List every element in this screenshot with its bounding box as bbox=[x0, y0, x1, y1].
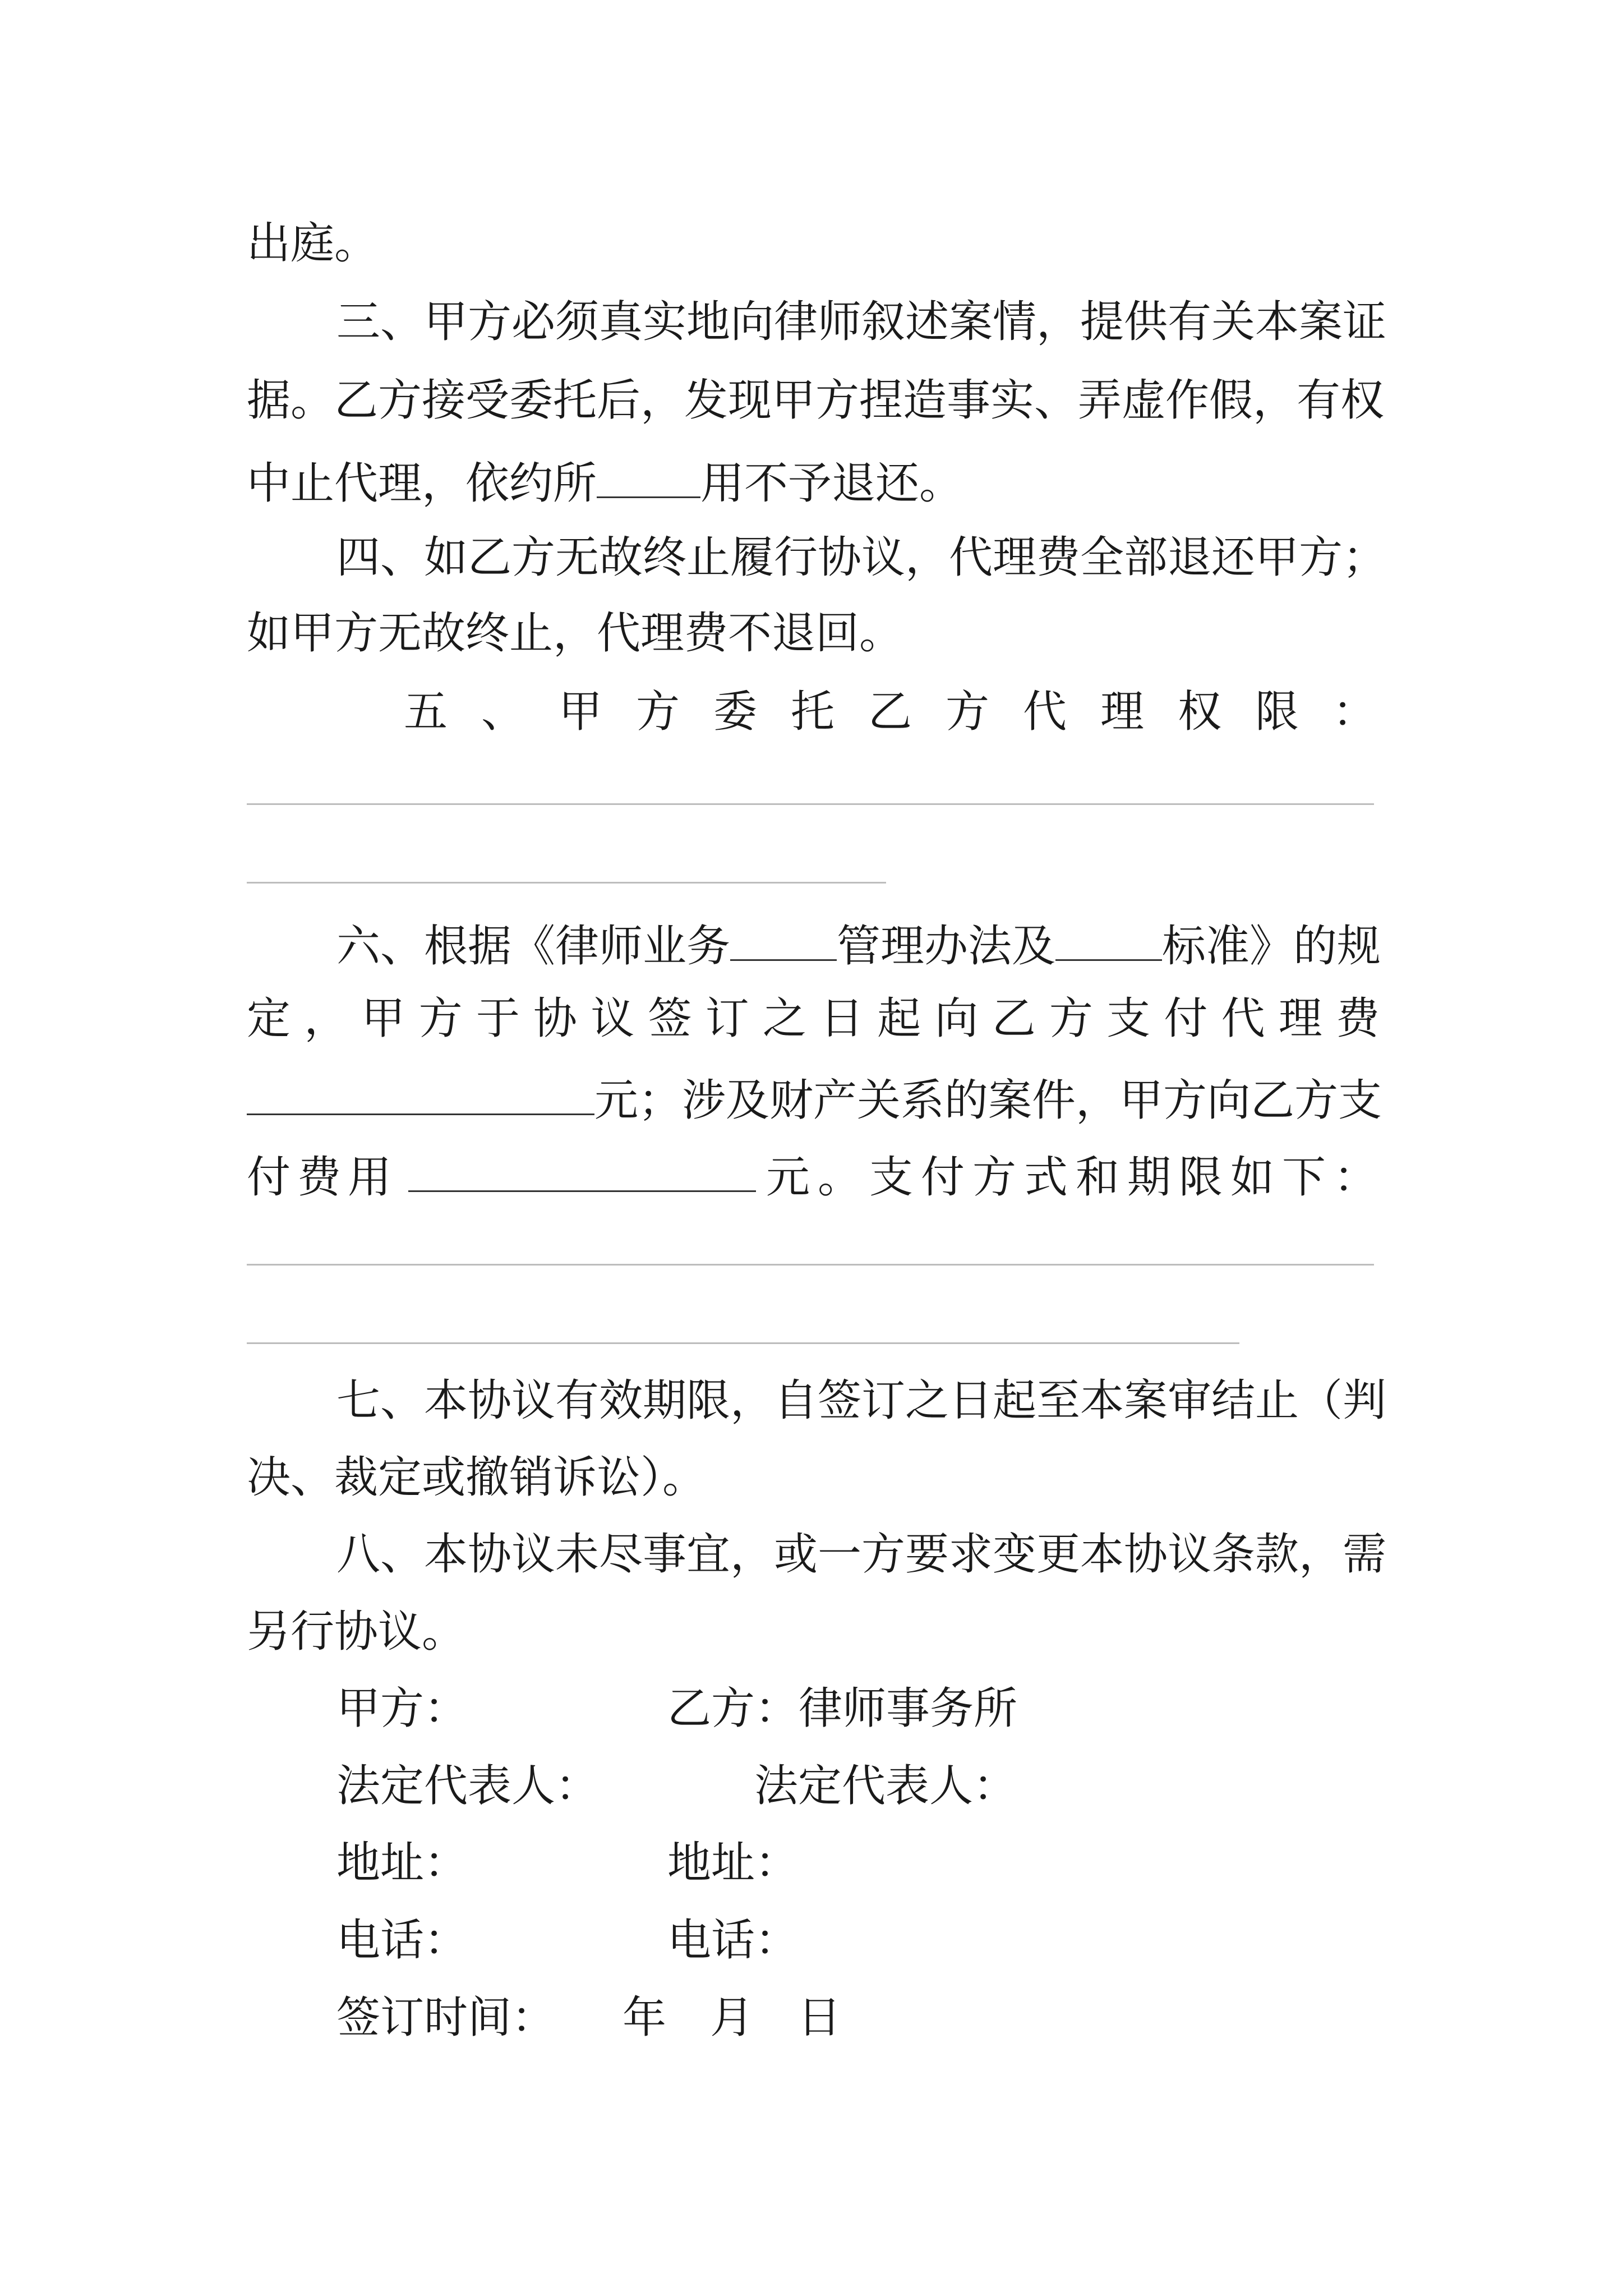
clause7-line1: 七、本协议有效期限，自签订之日起至本案审结止（判 bbox=[336, 1375, 1387, 1426]
clause6-line2: 定，甲方于协议签订之日起向乙方支付代理费 bbox=[247, 993, 1380, 1044]
addr-a-label: 地址： bbox=[336, 1838, 468, 1888]
phone-b-label: 电话： bbox=[667, 1915, 799, 1966]
fee-blank bbox=[597, 457, 700, 498]
clause3-line3 bbox=[247, 457, 1380, 509]
clause6-line1-text-a: 六、根据《律师业务 bbox=[336, 921, 731, 972]
clause6-line3 bbox=[247, 1074, 1382, 1126]
rep-a-label: 法定代表人： bbox=[336, 1761, 600, 1811]
sign-date-label: 签订时间： bbox=[336, 1993, 556, 2043]
business-blank bbox=[730, 920, 837, 961]
clause3-line1: 三、甲方必须真实地向律师叙述案情，提供有关本案证 bbox=[336, 297, 1387, 347]
clause6-line4-text-b: 元。支付方式和期限如下： bbox=[766, 1152, 1386, 1203]
phone-a-label: 电话： bbox=[336, 1915, 468, 1966]
clause6-line1 bbox=[336, 920, 1381, 972]
addr-b-label: 地址： bbox=[667, 1838, 799, 1888]
clause4-line2: 如甲方无故终止，代理费不退回。 bbox=[247, 608, 903, 659]
clause4-line1: 四、如乙方无故终止履行协议，代理费全部退还甲方； bbox=[336, 532, 1387, 583]
clause8-line2: 另行协议。 bbox=[247, 1607, 466, 1657]
rep-b-label: 法定代表人： bbox=[754, 1761, 1017, 1811]
property-fee-blank bbox=[408, 1151, 756, 1192]
payment-rule-1 bbox=[247, 1264, 1374, 1266]
party-b-label: 乙方：律师事务所 bbox=[667, 1683, 1018, 1734]
clause7-line2: 决、裁定或撤销诉讼）。 bbox=[247, 1452, 707, 1503]
standard-blank bbox=[1055, 920, 1162, 961]
payment-rule-2 bbox=[247, 1342, 1239, 1344]
clause3-line3-text-b: 用不予退还。 bbox=[700, 458, 963, 509]
clause6-line3-text: 元；涉及财产关系的案件，甲方向乙方支 bbox=[594, 1075, 1382, 1126]
authority-rule-2 bbox=[247, 882, 886, 884]
agency-fee-blank bbox=[247, 1074, 594, 1115]
party-a-label: 甲方： bbox=[336, 1683, 468, 1734]
authority-rule-1 bbox=[247, 803, 1374, 805]
sign-date-value: 年 月 日 bbox=[623, 1993, 842, 2043]
clause2-end: 出庭。 bbox=[247, 218, 379, 269]
clause6-line1-text-c: 标准》的规 bbox=[1162, 921, 1381, 972]
clause6-line4 bbox=[247, 1151, 1386, 1203]
clause8-line1: 八、本协议未尽事宜，或一方要求变更本协议条款，需 bbox=[336, 1529, 1387, 1580]
clause6-line4-text-a: 付费用 bbox=[247, 1152, 399, 1203]
clause3-line2: 据。乙方接受委托后，发现甲方捏造事实、弄虚作假，有权 bbox=[247, 375, 1385, 426]
clause6-line1-text-b: 管理办法及 bbox=[837, 921, 1056, 972]
clause5-line1: 五、甲方委托乙方代理权限： bbox=[404, 687, 1380, 737]
clause3-line3-text-a: 中止代理，依约所 bbox=[247, 458, 597, 509]
